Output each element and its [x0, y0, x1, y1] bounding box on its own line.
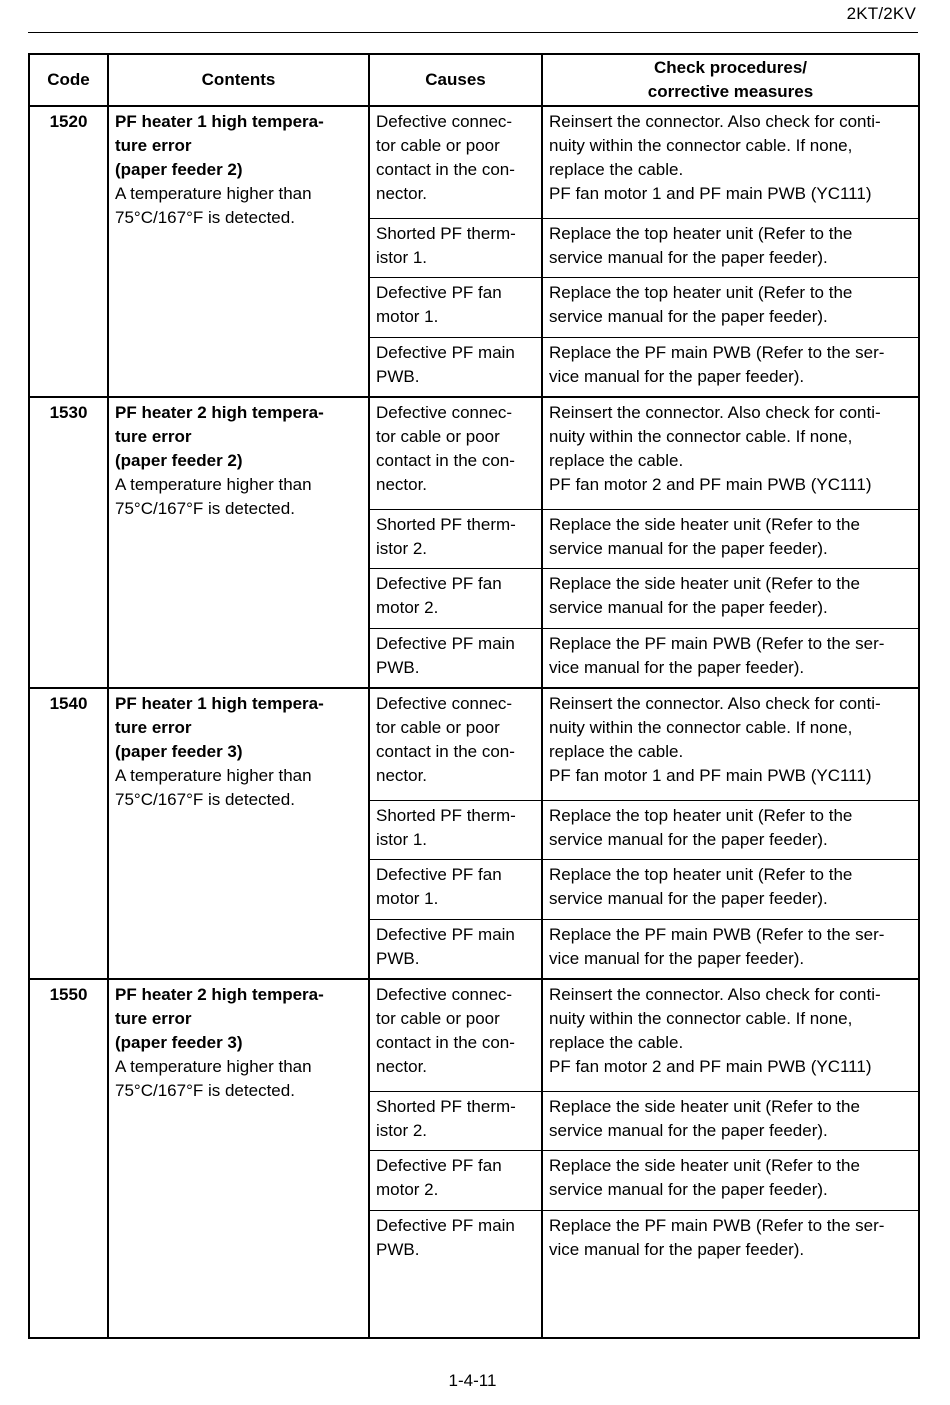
page-number: 1-4-11: [448, 1371, 497, 1390]
corrective-measure-cell: Replace the PF main PWB (Refer to the ser- vice manual for the paper feeder).: [542, 337, 919, 397]
column-header-check-procedures: Check procedures/ corrective measures: [542, 54, 919, 106]
cause-cell: Defective connec- tor cable or poor contact in the con- nector.: [369, 979, 542, 1091]
error-code: 1520: [29, 106, 108, 397]
cause-cell: Defective PF main PWB.: [369, 337, 542, 397]
error-description: A temperature higher than 75°C/167°F is detected.: [115, 184, 312, 227]
cause-cell: Defective PF fan motor 2.: [369, 569, 542, 629]
cause-cell: Defective PF fan motor 1.: [369, 860, 542, 920]
table-row: [29, 979, 919, 1091]
corrective-measure-cell: Reinsert the connector. Also check for conti- nuity within the connector cable. If none, replace the cable. PF fan motor 1 and PF main PWB (YC111): [542, 688, 919, 800]
error-description: A temperature higher than 75°C/167°F is detected.: [115, 1057, 312, 1101]
column-header-code: Code: [29, 54, 108, 106]
column-header-causes: Causes: [369, 54, 542, 106]
corrective-measure-cell: Replace the top heater unit (Refer to the service manual for the paper feeder).: [542, 860, 919, 920]
corrective-measure-cell: Replace the top heater unit (Refer to the service manual for the paper feeder).: [542, 278, 919, 338]
error-contents: [108, 688, 369, 979]
error-title: PF heater 2 high tempera- ture error (paper feeder 3): [115, 985, 324, 1053]
corrective-measure-cell: Reinsert the connector. Also check for conti- nuity within the connector cable. If none, replace the cable. PF fan motor 2 and PF main PWB (YC111): [542, 979, 919, 1091]
error-description: A temperature higher than 75°C/167°F is detected.: [115, 766, 312, 810]
table-row: [29, 688, 919, 800]
cause-cell: Defective connec- tor cable or poor contact in the con- nector.: [369, 106, 542, 218]
corrective-measure-cell: Replace the side heater unit (Refer to the service manual for the paper feeder).: [542, 1151, 919, 1211]
error-contents: [108, 397, 369, 688]
error-code: 1540: [29, 688, 108, 979]
corrective-measure-cell: Replace the PF main PWB (Refer to the ser- vice manual for the paper feeder).: [542, 1211, 919, 1339]
cause-cell: Shorted PF therm- istor 2.: [369, 509, 542, 569]
cause-cell: Defective PF main PWB.: [369, 919, 542, 979]
error-contents: [108, 106, 369, 397]
error-title: PF heater 1 high tempera- ture error (paper feeder 3): [115, 694, 324, 762]
corrective-measure-cell: Replace the PF main PWB (Refer to the ser- vice manual for the paper feeder).: [542, 919, 919, 979]
cause-cell: Defective connec- tor cable or poor contact in the con- nector.: [369, 688, 542, 800]
column-header-contents: Contents: [108, 54, 369, 106]
error-code: 1530: [29, 397, 108, 688]
corrective-measure-cell: Replace the top heater unit (Refer to the service manual for the paper feeder).: [542, 800, 919, 860]
corrective-measure-cell: Replace the side heater unit (Refer to the service manual for the paper feeder).: [542, 1091, 919, 1151]
cause-cell: Defective PF main PWB.: [369, 628, 542, 688]
header-rule: [28, 32, 918, 33]
cause-cell: Defective connec- tor cable or poor contact in the con- nector.: [369, 397, 542, 509]
corrective-measure-cell: Replace the side heater unit (Refer to the service manual for the paper feeder).: [542, 509, 919, 569]
error-title: PF heater 2 high tempera- ture error (paper feeder 2): [115, 403, 324, 471]
corrective-measure-cell: Replace the side heater unit (Refer to the service manual for the paper feeder).: [542, 569, 919, 629]
table-body: [29, 106, 919, 1338]
corrective-measure-cell: Replace the PF main PWB (Refer to the ser- vice manual for the paper feeder).: [542, 628, 919, 688]
table-header-row: [29, 54, 919, 106]
error-contents: [108, 979, 369, 1338]
error-code-table: [28, 53, 920, 1339]
cause-cell: Shorted PF therm- istor 1.: [369, 218, 542, 278]
cause-cell: Shorted PF therm- istor 2.: [369, 1091, 542, 1151]
corrective-measure-cell: Reinsert the connector. Also check for conti- nuity within the connector cable. If none, replace the cable. PF fan motor 2 and PF main PWB (YC111): [542, 397, 919, 509]
cause-cell: Shorted PF therm- istor 1.: [369, 800, 542, 860]
cause-cell: Defective PF fan motor 1.: [369, 278, 542, 338]
corrective-measure-cell: Reinsert the connector. Also check for conti- nuity within the connector cable. If none, replace the cable. PF fan motor 1 and PF main PWB (YC111): [542, 106, 919, 218]
corrective-measure-cell: Replace the top heater unit (Refer to the service manual for the paper feeder).: [542, 218, 919, 278]
table-row: [29, 397, 919, 509]
error-code: 1550: [29, 979, 108, 1338]
cause-cell: Defective PF fan motor 2.: [369, 1151, 542, 1211]
cause-cell: Defective PF main PWB.: [369, 1211, 542, 1339]
model-number: 2KT/2KV: [846, 4, 916, 23]
error-description: A temperature higher than 75°C/167°F is detected.: [115, 475, 312, 519]
table-row: [29, 106, 919, 218]
error-title: PF heater 1 high tempera- ture error (paper feeder 2): [115, 112, 324, 179]
